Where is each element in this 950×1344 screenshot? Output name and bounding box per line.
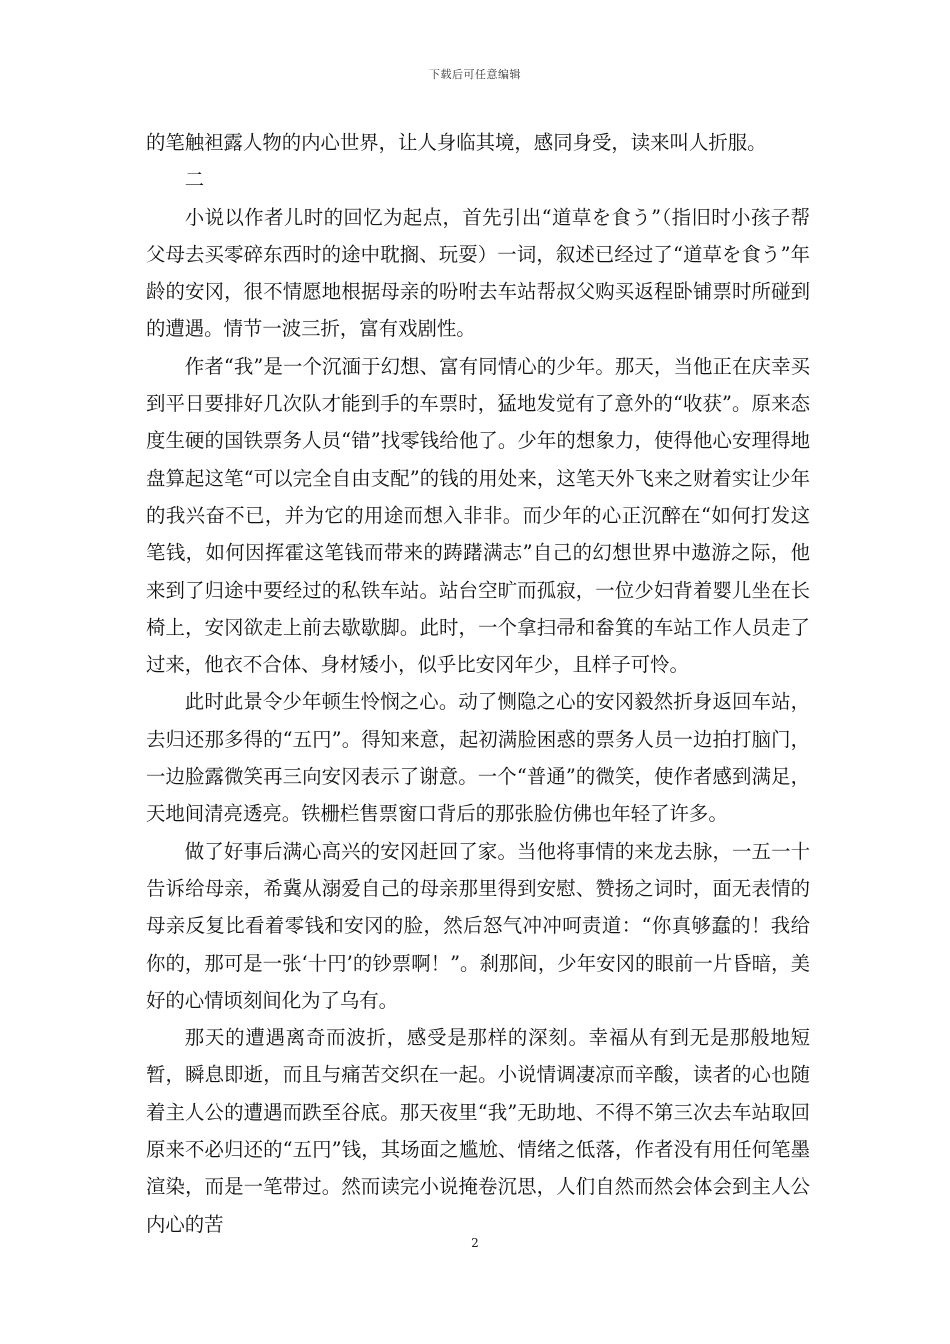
paragraph: 那天的遭遇离奇而波折，感受是那样的深刻。幸福从有到无是那般地短暂，瞬息即逝，而且与痛苦交织在一起。小说情调凄凉而辛酸，读者的心也随着主人公的遭遇而跌至谷底。那天夜里“我”无助地、不得不第三次去车站取回原来不必归还的“五円”钱，其场面之尴尬、情绪之低落，作者没有用任何笔墨渲染，而是一笔带过。然而读完小说掩卷沉思，人们自然而然会体会到主人公内心的苦 <box>146 1026 810 1236</box>
paragraph: 作者“我”是一个沉湎于幻想、富有同情心的少年。那天，当他正在庆幸买到平日要排好几次队才能到手的车票时，猛地发觉有了意外的“收获”。原来态度生硬的国铁票务人员“错”找零钱给他了。少年的想象力，使得他心安理得地盘算起这笔“可以完全自由支配”的钱的用处来，这笔天外飞来之财着实让少年的我兴奋不已，并为它的用途而想入非非。而少年的心正沉醉在“如何打发这笔钱，如何因挥霍这笔钱而带来的踌躇满志”自己的幻想世界中遨游之际，他来到了归途中要经过的私铁车站。站台空旷而孤寂，一位少妇背着婴儿坐在长椅上，安冈欲走上前去歇歇脚。此时，一个拿扫帚和畚箕的车站工作人员走了过来，他衣不合体、身材矮小，似乎比安冈年少，且样子可怜。 <box>146 354 810 677</box>
section-heading: 二 <box>184 168 205 192</box>
page-number: 2 <box>471 1236 479 1250</box>
paragraph-continuation: 的笔触袒露人物的内心世界，让人身临其境，感同身受，读来叫人折服。 <box>146 131 767 154</box>
document-body <box>146 124 810 1243</box>
paragraph: 此时此景令少年顿生怜悯之心。动了恻隐之心的安冈毅然折身返回车站，去归还那多得的“五円”。得知来意，起初满脸困惑的票务人员一边拍打脑门，一边脸露微笑再三向安冈表示了谢意。一个“普通”的微笑，使作者感到满足，天地间清亮透亮。铁栅栏售票窗口背后的那张脸仿佛也年轻了许多。 <box>146 690 810 826</box>
paragraph: 做了好事后满心高兴的安冈赶回了家。当他将事情的来龙去脉，一五一十告诉给母亲，希冀从溺爱自己的母亲那里得到安慰、赞扬之词时，面无表情的母亲反复比看着零钱和安冈的脸，然后怒气冲冲呵责道：“你真够蠢的！我给你的，那可是一张‘十円’的钞票啊！”。刹那间，少年安冈的眼前一片昏暗，美好的心情顷刻间化为了乌有。 <box>146 839 810 1012</box>
paragraph: 小说以作者儿时的回忆为起点，首先引出“道草を食う”（指旧时小孩子帮父母去买零碎东西时的途中耽搁、玩耍）一词，叙述已经过了“道草を食う”年龄的安冈，很不情愿地根据母亲的吩咐去车站帮叔父购买返程卧铺票时所碰到的遭遇。情节一波三折，富有戏剧性。 <box>146 205 810 341</box>
page-header-note: 下载后可任意编辑 <box>429 68 521 81</box>
